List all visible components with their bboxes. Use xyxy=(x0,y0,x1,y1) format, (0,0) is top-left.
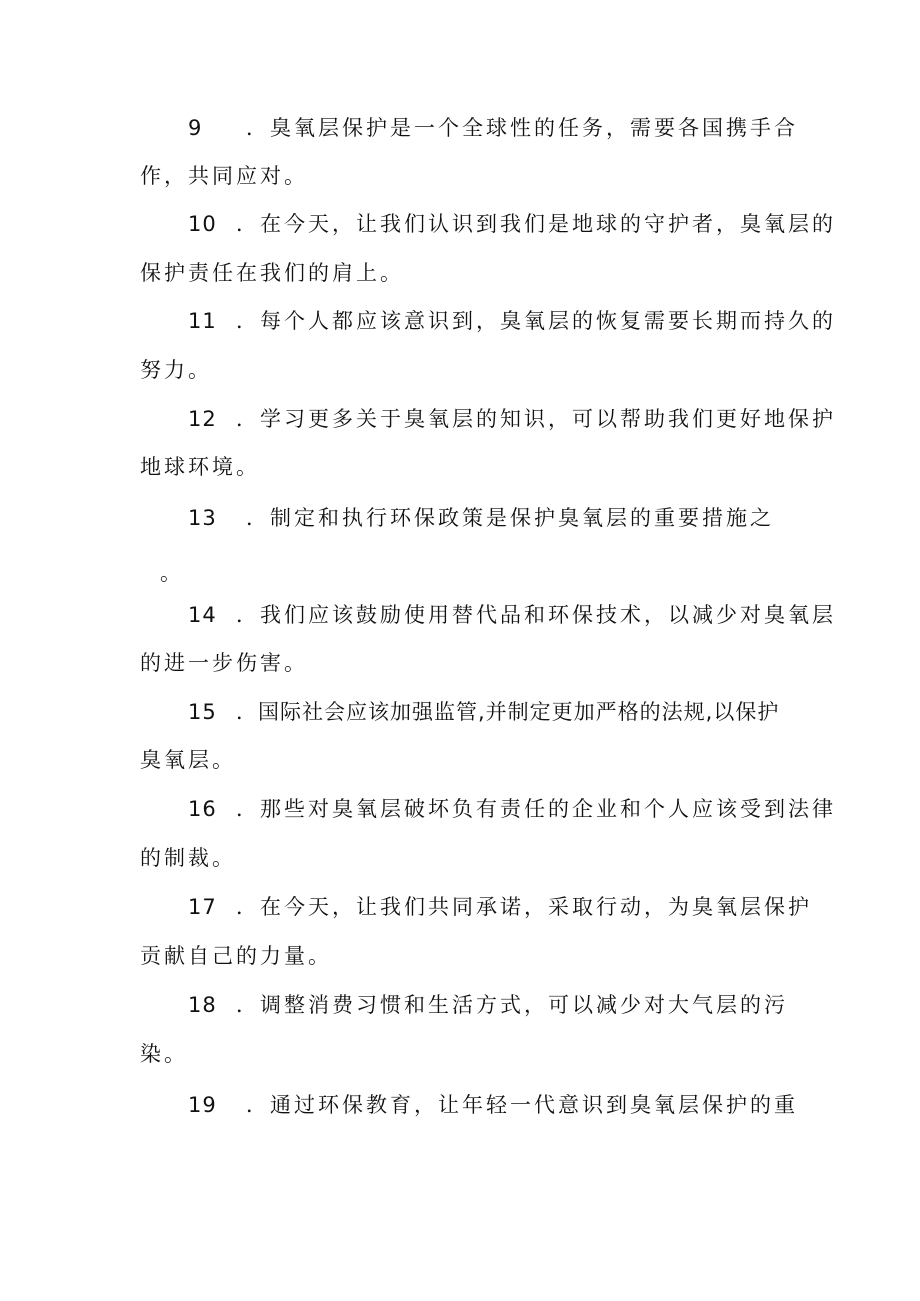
list-item-13-line-1 xyxy=(188,503,848,533)
item-text: ．制定和执行环保政策是保护臭氧层的重要措施之 xyxy=(246,506,774,530)
list-item-16-line-1 xyxy=(188,794,848,824)
item-number: 15 xyxy=(188,700,217,724)
item-number: 17 xyxy=(188,895,217,919)
item-text: ．学习更多关于臭氧层的知识，可以帮助我们更好地保护 xyxy=(236,407,836,431)
list-item-18-line-2: 染。 xyxy=(140,1042,188,1066)
list-item-11-line-1 xyxy=(188,306,848,336)
item-number: 16 xyxy=(188,797,217,821)
item-text: ．调整消费习惯和生活方式，可以减少对大气层的污 xyxy=(236,993,788,1017)
list-item-11-line-2: 努力。 xyxy=(140,358,212,382)
item-text: ．在今天，让我们共同承诺，采取行动，为臭氧层保护 xyxy=(236,895,812,919)
item-number: 13 xyxy=(188,506,217,530)
list-item-15-line-1 xyxy=(188,697,848,727)
item-text: ．在今天，让我们认识到我们是地球的守护者，臭氧层的 xyxy=(236,212,836,236)
list-item-10-line-1 xyxy=(188,209,848,239)
item-number: 14 xyxy=(188,603,217,627)
item-number: 11 xyxy=(188,309,217,333)
list-item-14-line-2: 的进一步伤害。 xyxy=(140,651,308,675)
item-number: 12 xyxy=(188,407,217,431)
list-item-19-line-1 xyxy=(188,1090,848,1120)
item-text: ．国际社会应该加强监管,并制定更加严格的法规,以保护 xyxy=(236,700,780,724)
list-item-9-line-1 xyxy=(188,113,848,143)
list-item-12-line-1 xyxy=(188,404,848,434)
item-text: ．每个人都应该意识到，臭氧层的恢复需要长期而持久的 xyxy=(236,309,836,333)
list-item-10-line-2: 保护责任在我们的肩上。 xyxy=(140,261,404,285)
item-text: ．通过环保教育，让年轻一代意识到臭氧层保护的重 xyxy=(246,1093,798,1117)
item-number: 18 xyxy=(188,993,217,1017)
item-number: 10 xyxy=(188,212,217,236)
list-item-18-line-1 xyxy=(188,990,848,1020)
list-item-12-line-2: 地球环境。 xyxy=(140,455,260,479)
item-number: 9 xyxy=(188,116,203,140)
list-item-13-line-2: 。 xyxy=(160,561,181,585)
item-text: ．我们应该鼓励使用替代品和环保技术，以减少对臭氧层 xyxy=(236,603,836,627)
list-item-15-line-2: 臭氧层。 xyxy=(140,748,236,772)
item-text: ．臭氧层保护是一个全球性的任务，需要各国携手合 xyxy=(246,116,798,140)
list-item-14-line-1 xyxy=(188,600,848,630)
list-item-9-line-2: 作，共同应对。 xyxy=(140,164,308,188)
list-item-17-line-2: 贡献自己的力量。 xyxy=(140,944,332,968)
list-item-16-line-2: 的制裁。 xyxy=(140,846,236,870)
item-text: ．那些对臭氧层破坏负有责任的企业和个人应该受到法律 xyxy=(236,797,836,821)
item-number: 19 xyxy=(188,1093,217,1117)
list-item-17-line-1 xyxy=(188,892,848,922)
